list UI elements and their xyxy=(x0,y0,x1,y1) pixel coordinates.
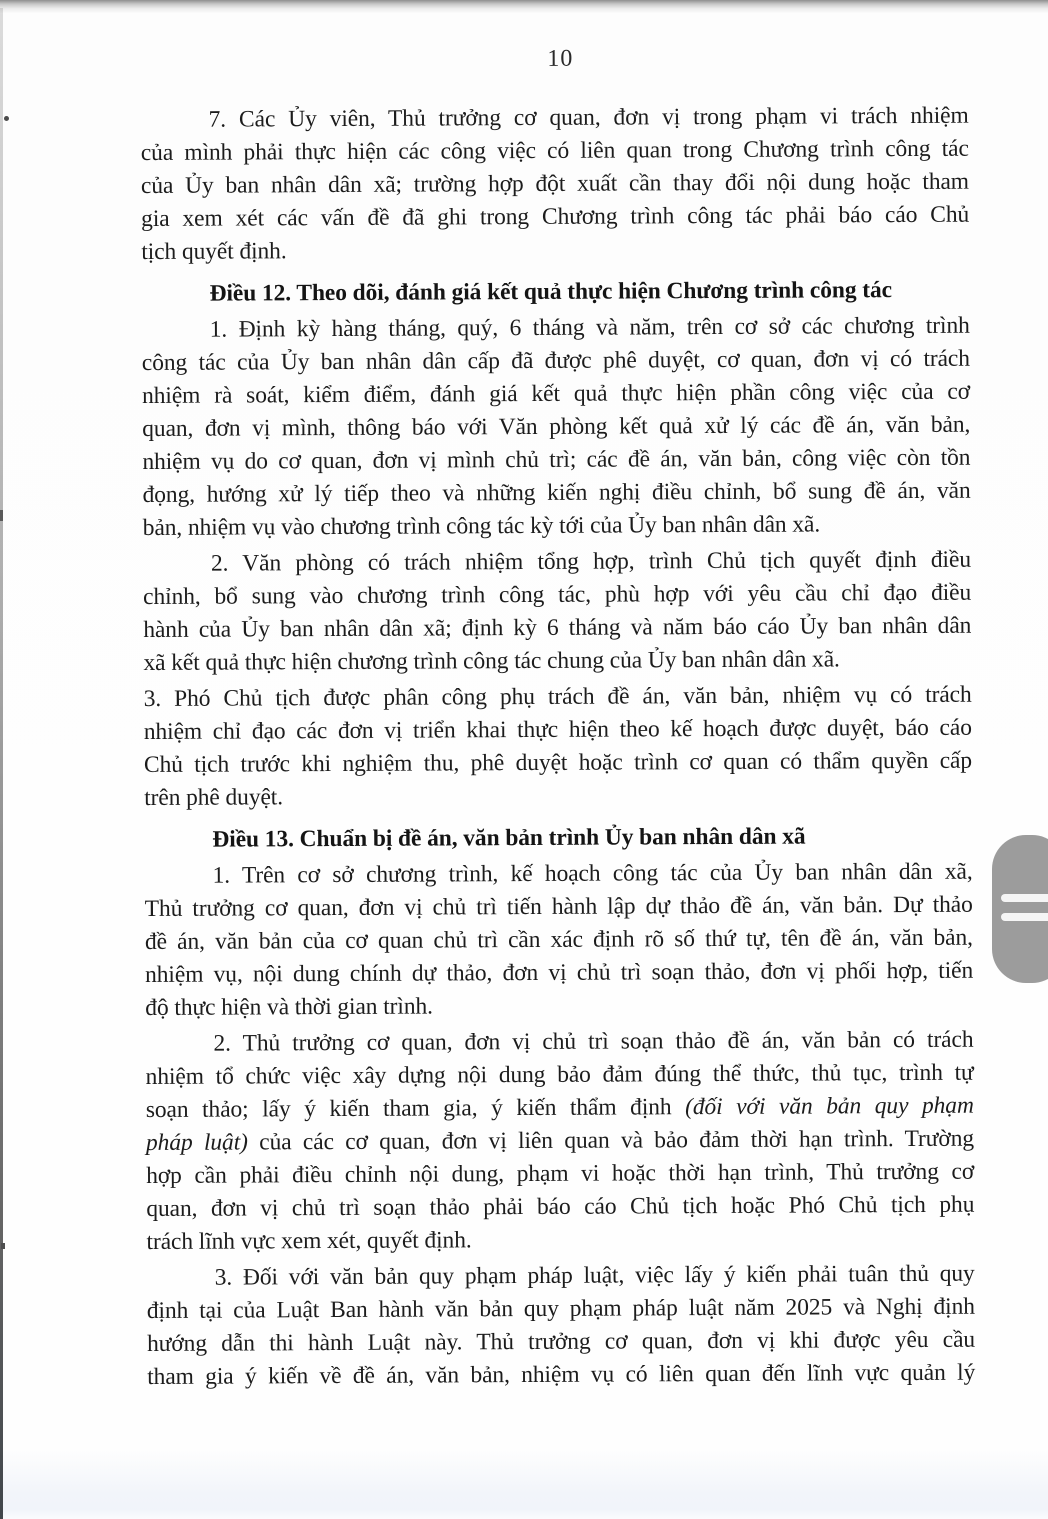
text-run: 3. Phó Chủ tịch được phân công phụ trách đề án, văn bản, nhiệm vụ có trách xyxy=(143,681,972,713)
scan-speck xyxy=(1,1243,5,1249)
text-line xyxy=(145,955,973,992)
text-run: định tại của Luật Ban hành văn bản quy phạm pháp luật năm 2025 và Nghị định xyxy=(146,1293,975,1324)
text-run: của mình phải thực hiện các công việc có liên quan trong Chương trình công tác xyxy=(140,135,969,167)
text-line xyxy=(145,889,973,926)
scroll-drag-handle[interactable] xyxy=(992,835,1048,983)
text-line xyxy=(143,577,971,614)
top-edge-shadow xyxy=(0,0,1048,14)
text-run: bản, nhiệm vụ vào chương trình công tác kỳ tới của Ủy ban nhân dân xã. xyxy=(142,511,821,542)
text-line xyxy=(144,820,972,857)
text-run: nhiệm vụ do cơ quan, đơn vị mình chủ trì; các đề án, văn bản, công việc còn tồn xyxy=(142,444,971,476)
text-line xyxy=(147,1291,975,1328)
text-run: công tác của Ủy ban nhân dân cấp đã được phê duyệt, cơ quan, đơn vị có trách xyxy=(141,345,970,377)
text-run: trên phê duyệt. xyxy=(144,784,284,811)
grip-lines-icon xyxy=(1001,894,1048,902)
body-paragraph xyxy=(142,310,971,545)
text-line xyxy=(145,1024,973,1061)
text-line xyxy=(144,679,972,716)
text-line xyxy=(143,544,971,581)
italic-text-run: pháp luật) xyxy=(145,1129,248,1156)
text-line xyxy=(145,922,973,959)
text-line xyxy=(141,232,969,269)
text-line xyxy=(142,310,970,347)
text-run: chỉnh, bổ sung vào chương trình công tác, phù hợp với yêu cầu chỉ đạo điều xyxy=(143,579,972,611)
italic-text-run: (đối với văn bản quy phạm xyxy=(685,1092,974,1121)
body-paragraph xyxy=(144,856,973,1025)
document-blocks xyxy=(141,100,976,1394)
body-paragraph xyxy=(145,1024,974,1259)
text-run: độ thực hiện và thời gian trình. xyxy=(145,993,433,1021)
text-run: Điều 13. Chuẩn bị đề án, văn bản trình Ủy ban nhân dân xã xyxy=(212,823,806,853)
body-paragraph xyxy=(147,1258,976,1394)
text-run: 2. Thủ trưởng cơ quan, đơn vị chủ trì soạn thảo đề án, văn bản có trách xyxy=(213,1026,974,1057)
text-run: 7. Các Ủy viên, Thủ trưởng cơ quan, đơn vị trong phạm vi trách nhiệm xyxy=(208,102,969,133)
text-line xyxy=(141,133,969,170)
section-heading xyxy=(141,274,969,311)
text-line xyxy=(146,1057,974,1094)
text-line xyxy=(143,610,971,647)
text-line xyxy=(146,1123,974,1160)
body-paragraph xyxy=(144,679,973,815)
text-run: quan, đơn vị mình, thông báo với Văn phòng kết quả xử lý các đề án, văn bản, xyxy=(142,411,971,443)
scan-speck xyxy=(4,116,9,121)
grip-lines-icon xyxy=(1001,913,1048,921)
text-line xyxy=(146,1222,974,1259)
text-line xyxy=(141,100,969,137)
text-line xyxy=(146,1090,974,1127)
text-line xyxy=(147,1357,975,1394)
text-run: quan, đơn vị chủ trì soạn thảo phải báo cáo Chủ tịch hoặc Phó Chủ tịch phụ xyxy=(146,1191,975,1222)
text-line xyxy=(144,856,972,893)
scan-speck xyxy=(0,510,3,521)
text-line xyxy=(142,442,970,479)
section-heading xyxy=(144,820,972,857)
text-run: đọng, hướng xử lý tiếp theo và những kiến nghị điều chỉnh, bổ sung đề án, văn xyxy=(142,477,971,509)
text-run: của Ủy ban nhân dân xã; trường hợp đột xuất cần thay đổi nội dung hoặc tham xyxy=(140,168,970,200)
page-left-scan-edge xyxy=(0,8,3,1519)
text-run: 2. Văn phòng có trách nhiệm tổng hợp, trình Chủ tịch quyết định điều xyxy=(210,546,972,577)
text-run: gia xem xét các vấn đề đã ghi trong Chương trình công tác phải báo cáo Chủ xyxy=(141,201,970,233)
text-line xyxy=(146,1156,974,1193)
body-paragraph xyxy=(141,100,970,269)
text-run: trách lĩnh vực xem xét, quyết định. xyxy=(146,1227,472,1255)
text-run: xã kết quả thực hiện chương trình công tác chung của Ủy ban nhân dân xã. xyxy=(143,646,840,677)
text-run: hướng dẫn thi hành Luật này. Thủ trưởng cơ quan, đơn vị khi được yêu cầu xyxy=(146,1326,976,1357)
text-line xyxy=(147,1324,975,1361)
text-line xyxy=(141,166,969,203)
text-run: nhiệm tổ chức việc xây dựng nội dung bảo đảm đúng thể thức, thủ tục, trình tự xyxy=(145,1059,974,1090)
body-paragraph xyxy=(143,544,972,680)
text-run: tịch quyết định. xyxy=(141,238,287,266)
text-line xyxy=(144,712,972,749)
text-line xyxy=(144,745,972,782)
text-line xyxy=(142,343,970,380)
text-run: Thủ trưởng cơ quan, đơn vị chủ trì tiến hành lập dự thảo đề án, văn bản. Dự thảo xyxy=(144,891,973,922)
text-line xyxy=(142,376,970,413)
text-line xyxy=(144,778,972,815)
text-line xyxy=(142,409,970,446)
text-run: Chủ tịch trước khi nghiệm thu, phê duyệt hoặc trình cơ quan có thẩm quyền cấp xyxy=(143,747,973,778)
text-run: 1. Trên cơ sở chương trình, kế hoạch công tác của Ủy ban nhân dân xã, xyxy=(212,858,973,889)
text-line xyxy=(143,643,971,680)
text-run: đề án, văn bản của cơ quan chủ trì cần xác định rõ số thứ tự, tên đề án, văn bản, xyxy=(144,924,973,955)
text-run: của các cơ quan, đơn vị liên quan và bảo đảm thời hạn trình. Trường xyxy=(247,1125,975,1156)
bottom-scan-wash xyxy=(0,1449,1048,1519)
text-run: Điều 12. Theo dõi, đánh giá kết quả thực hiện Chương trình công tác xyxy=(209,277,893,307)
text-run: 1. Định kỳ hàng tháng, quý, 6 tháng và năm, trên cơ sở các chương trình xyxy=(209,312,970,343)
text-line xyxy=(143,508,971,545)
text-run: 3. Đối với văn bản quy phạm pháp luật, việc lấy ý kiến phải tuân thủ quy xyxy=(214,1260,975,1291)
text-line xyxy=(146,1189,974,1226)
text-run: hành của Ủy ban nhân dân xã; định kỳ 6 tháng và năm báo cáo Ủy ban nhân dân xyxy=(143,612,972,644)
text-run: nhiệm vụ, nội dung chính dự thảo, đơn vị chủ trì soạn thảo, đơn vị phối hợp, tiến xyxy=(145,957,974,988)
text-line xyxy=(141,274,969,311)
text-run: nhiệm chỉ đạo các đơn vị triển khai thực hiện theo kế hoạch được duyệt, báo cáo xyxy=(143,714,972,746)
text-line xyxy=(147,1258,975,1295)
page-number: 10 xyxy=(547,45,574,72)
text-run: tham gia ý kiến về đề án, văn bản, nhiệm vụ có liên quan đến lĩnh vực quản lý xyxy=(147,1359,976,1390)
text-run: hợp cần phải điều chỉnh nội dung, phạm vi hoặc thời hạn trình, Thủ trưởng cơ xyxy=(146,1158,975,1189)
text-run: soạn thảo; lấy ý kiến tham gia, ý kiến thẩm định xyxy=(145,1094,686,1123)
text-line xyxy=(143,475,971,512)
text-line xyxy=(145,988,973,1025)
text-line xyxy=(141,199,969,236)
text-run: nhiệm rà soát, kiểm điểm, đánh giá kết quả thực hiện phần công việc của cơ xyxy=(142,378,971,410)
